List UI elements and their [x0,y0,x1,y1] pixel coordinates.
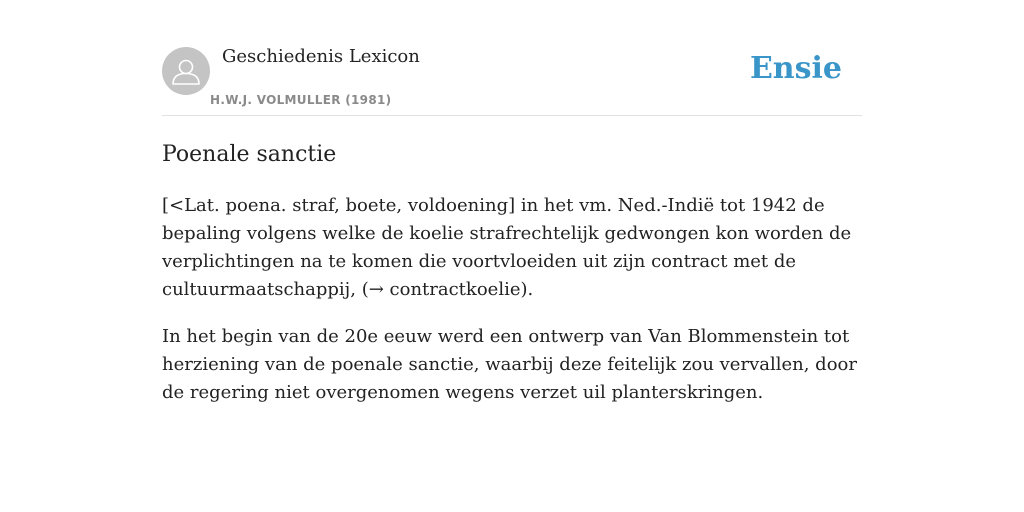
entry-header [162,0,862,116]
brand-logo[interactable]: Ensie [749,51,842,86]
entry-paragraph-1 [162,192,862,304]
entry-paragraph-2: In het begin van de 20e eeuw werd een ontwerp van Van Blommenstein tot herziening van de poenale sanctie, waarbij deze feitelijk zou vervallen, door de regering niet overgenomen wegens verzet uil planterskringen. [162,326,857,403]
paragraph-1-text: [<Lat. poena. straf, boete, voldoening] in het vm. Ned.-Indië tot 1942 de bepaling volgens welke de koelie strafrechtelijk gedwongen kon worden de verplichtingen na te komen die voortvloeiden uit zijn contract met de cultuurmaatschappij, ( [162,195,852,300]
paragraph-1-end: ). [520,279,534,300]
cross-reference-link[interactable]: → contractkoelie [368,279,521,300]
source-title[interactable]: Geschiedenis Lexicon [222,46,420,67]
entry-title: Poenale sanctie [162,142,337,167]
user-icon-graphic [162,47,210,95]
entry-body [162,192,862,426]
author-label[interactable]: H.W.J. VOLMULLER (1981) [210,93,392,107]
user-icon[interactable] [162,47,210,95]
entry-card [162,0,862,403]
